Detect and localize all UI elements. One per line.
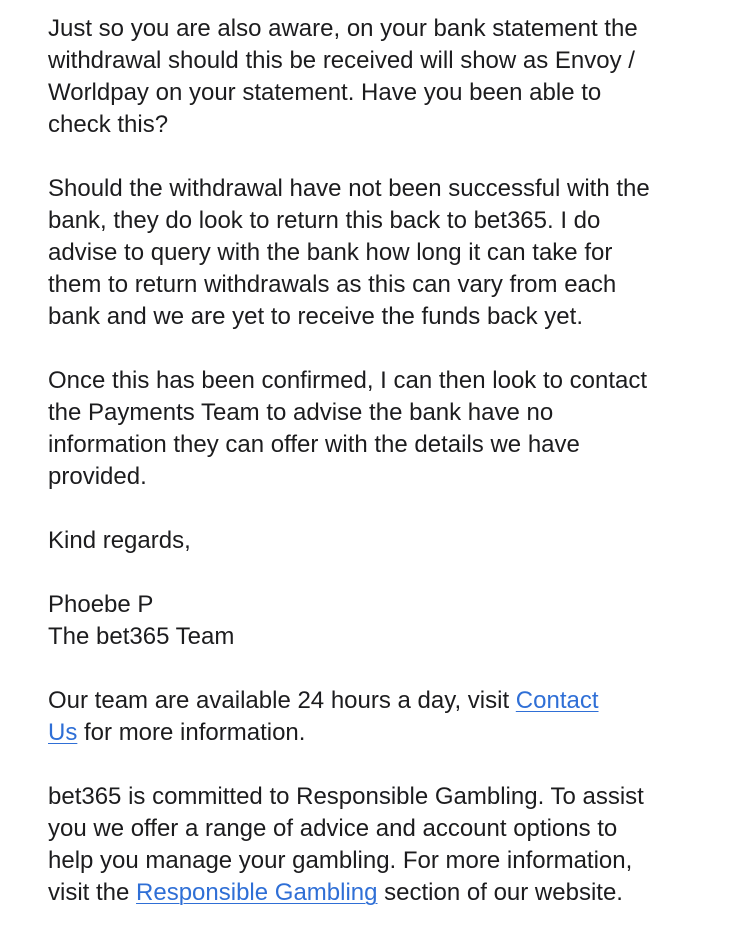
contact-us-link-continued[interactable]: Us [48,719,78,746]
text-line: Once this has been confirmed, I can then look to contact [48,367,648,394]
paragraph-withdrawal-return [48,173,718,333]
text-line [48,877,718,909]
signature [48,589,718,653]
text-line: advise to query with the bank how long it can take for [48,239,613,266]
text-line: Should the withdrawal have not been successful with the [48,175,650,202]
text-line: you we offer a range of advice and account options to [48,815,618,842]
text-line [48,685,718,717]
contact-us-link[interactable]: Contact [515,687,599,714]
text-line: provided. [48,463,147,490]
responsible-text-after: section of our website. [377,879,623,906]
text-line: bank and we are yet to receive the funds back yet. [48,303,583,330]
closing-text: Kind regards, [48,527,191,554]
signature-name: Phoebe P [48,591,154,618]
text-line: help you manage your gambling. For more information, [48,847,633,874]
paragraph-responsible-gambling [48,781,718,909]
paragraph-payments-team [48,365,718,493]
availability-text-after: for more information. [77,719,306,746]
signature-team: The bet365 Team [48,623,235,650]
text-line: bet365 is committed to Responsible Gambling. To assist [48,783,644,810]
text-line: them to return withdrawals as this can vary from each [48,271,617,298]
text-line: the Payments Team to advise the bank have no [48,399,554,426]
text-line [48,717,718,749]
text-line: Just so you are also aware, on your bank statement the [48,15,638,42]
availability-text: Our team are available 24 hours a day, visit [48,687,516,714]
email-body [48,13,718,909]
responsible-text-before: visit the [48,879,137,906]
text-line: check this? [48,111,169,138]
responsible-gambling-link[interactable]: Responsible Gambling [136,879,378,906]
text-line: information they can offer with the details we have [48,431,580,458]
text-line: withdrawal should this be received will show as Envoy / [48,47,635,74]
text-line: bank, they do look to return this back to bet365. I do [48,207,601,234]
paragraph-availability [48,685,718,749]
closing-line [48,525,718,557]
paragraph-statement-info [48,13,718,141]
text-line: Worldpay on your statement. Have you been able to [48,79,602,106]
